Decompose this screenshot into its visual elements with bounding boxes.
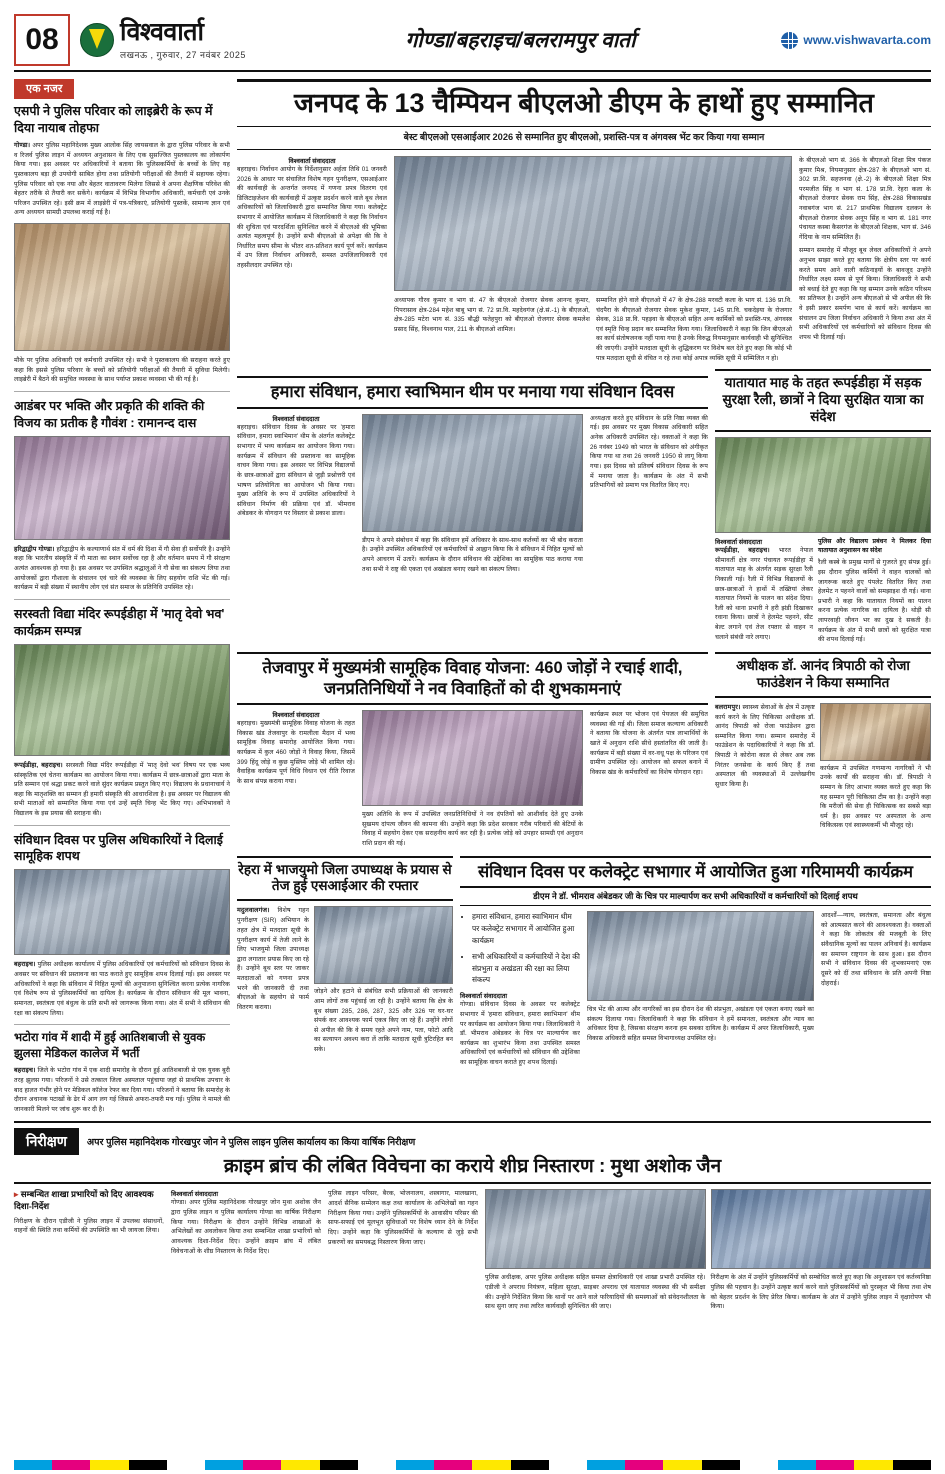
globe-icon bbox=[781, 32, 798, 49]
lead-col3a-text: के बीएलओ भाग सं. 366 के बीएलओ शिक्षा मित्र पंकज कुमार मिश्र, नियमानुसार क्षेत्र-287 के बीएलओ भाग सं. 302 प्रा.वि. सहजनवा (क्षे.-2) के बीएलओ शिक्षा मित्र परमजीत सिंह व भाग सं. 178 प्रा.वि. रेहरा कला के बीएलओ रोजगार सेवक राम सिंह, क्षेत्र-288 विकासखंड नवाबगंज भाग सं. 217 प्राथमिक विद्यालय दलकन के बीएलओ रोजगार सेवक अनूप सिंह व भाग सं. 181 नगर पंचायत कस्बा कैसरगंज के बीएलओ शिक्षक, भाग सं. 346 गेंदिया के नाम सम्मिलित हैं। bbox=[799, 156, 931, 241]
rail-story1-headline: एसपी ने पुलिस परिवार को लाइब्रेरी के रूप में दिया नायाब तोहफा bbox=[14, 104, 213, 135]
traffic-story bbox=[715, 369, 931, 645]
constitution-col-photo bbox=[362, 414, 583, 574]
inspection-photo-2 bbox=[711, 1189, 932, 1269]
lead-col-photo bbox=[394, 156, 792, 363]
inspection-photos bbox=[485, 1189, 931, 1311]
constitution-byline: विश्ववार्ता संवाददाता bbox=[272, 415, 320, 423]
constitution-col3-text: अध्यक्षता करते हुए संविधान के प्रति निष्ठा व्यक्त की गई। इस अवसर पर मुख्य विकास अधिकारी सहित अनेक अधिकारी उपस्थित रहे। वक्ताओं ने कहा कि 26 नवंबर 1949 को भारत के संविधान को अंगीकृत किया गया था तथा 26 जनवरी 1950 से लागू किया गया। इस दिवस को प्रतिवर्ष संविधान दिवस के रूप में मनाया जाता है। कार्यक्रम के अंत में सभी प्रतिभागियों को प्रमाण पत्र वितरित किए गए। bbox=[590, 414, 708, 490]
lead-col1-text: बहराइच। निर्वाचन आयोग के निर्देशानुसार अर्हता तिथि 01 जनवरी 2026 के आधार पर संचालित विशेष गहन पुनरीक्षण, एसआईआर की कार्यवाही के अन्तर्गत जनपद में गणना प्रपत्र वितरण एवं डिजिटाइजेशन की कार्यवाही में उत्कृष्ट प्रदर्शन करने वाले बूथ लेवल अधिकारियों को जिलाधिकारी द्वारा सम्मानित किया गया। कलेक्ट्रेट सभागार में आयोजित कार्यक्रम में जिलाधिकारी ने कहा कि निर्वाचन की शुचिता एवं पारदर्शिता सुनिश्चित करने में बीएलओ की भूमिका अत्यंत महत्वपूर्ण है। उन्होंने सभी बीएलओ से अपेक्षा की कि वे निर्धारित समय सीमा के भीतर शत-प्रतिशत कार्य पूर्ण करें। कार्यक्रम में उप जिला निर्वाचन अधिकारी, समस्त उपजिलाधिकारी एवं तहसीलदार उपस्थित रहे। bbox=[237, 165, 387, 270]
rail-story5-headline: भटोरा गांव में शादी में हुई आतिशबाजी से युवक झुलसा मेडिकल कालेज में भर्ती bbox=[14, 1032, 206, 1060]
marriage-story bbox=[237, 652, 708, 849]
traffic-headline: यातायात माह के तहत रूपईडीहा में सड़क सुरक्षा रैली, छात्रों ने दिया सुरक्षित यात्रा का संदेश bbox=[722, 375, 924, 424]
inspection-columns bbox=[14, 1189, 931, 1311]
traffic-band bbox=[715, 369, 931, 432]
collectorate-bullet-list bbox=[460, 911, 580, 986]
constitution-band bbox=[237, 376, 708, 409]
rail-story1-text bbox=[14, 141, 230, 218]
collectorate-col3-text: आदर्शों—न्याय, स्वतंत्रता, समानता और बंधुत्व को आत्मसात करने की आवश्यकता है। वक्ताओं ने कहा कि लोकतंत्र की मजबूती के लिए संवैधानिक मूल्यों का पालन अनिवार्य है। कार्यक्रम का समापन राष्ट्रगान के साथ हुआ। इस दौरान सभी ने संविधान दिवस की शुभकामनाएं एक दूसरे को दीं तथा संविधान के प्रति अपनी निष्ठा दोहराई। bbox=[821, 912, 931, 987]
lead-headline: जनपद के 13 चैम्पियन बीएलओ डीएम के हाथों हुए सम्मानित bbox=[294, 88, 874, 118]
mid-section bbox=[237, 369, 931, 645]
traffic-body-2: रैली कस्बे के प्रमुख मार्गों से गुजरते हुए संपन्न हुई। इस दौरान पुलिस कर्मियों ने वाहन चालकों को जागरूक करते हुए पंपलेट वितरित किए तथा हेलमेट न पहनने वालों को समझाइश दी गई। थाना प्रभारी ने कहा कि यातायात नियमों का पालन करना प्रत्येक नागरिक का दायित्व है। थोड़ी सी लापरवाही जीवन भर का दुख दे सकती है। कार्यक्रम के अंत में सभी छात्रों को सुरक्षित यात्रा की शपथ दिलाई गई। bbox=[818, 559, 931, 644]
rail-story5-text bbox=[14, 1066, 230, 1114]
website-link[interactable] bbox=[721, 14, 931, 66]
arrow-icon: ▸ bbox=[14, 1189, 19, 1200]
traffic-caption: पुलिस और विद्यालय प्रबंधन ने मिलकर दिया यातायात अनुशासन का संदेश bbox=[818, 537, 931, 555]
constitution-col-3 bbox=[590, 414, 708, 574]
constitution-col1-text: बहराइच। संविधान दिवस के अवसर पर 'हमारा संविधान, हमारा स्वाभिमान' थीम के अंतर्गत कलेक्ट्रेट सभागार में भव्य कार्यक्रम का आयोजन किया गया। कार्यक्रम में संविधान की प्रस्तावना का सामूहिक वाचन किया गया। इस अवसर पर विभिन्न विद्यालयों के छात्र-छात्राओं द्वारा संविधान से जुड़ी प्रश्नोत्तरी एवं भाषण प्रतियोगिता का आयोजन भी किया गया। मुख्य अतिथि के रूप में उपस्थित अधिकारियों ने संविधान निर्माण की प्रक्रिया एवं डॉ. भीमराव अंबेडकर के योगदान पर विस्तार से प्रकाश डाला। bbox=[237, 423, 355, 518]
rotary-body: स्वास्थ्य सेवाओं के क्षेत्र में उत्कृष्ट कार्य करने के लिए चिकित्सा अधीक्षक डॉ. आनंद त्रिपाठी को रोजा फाउंडेशन द्वारा सम्मानित किया गया। सम्मान समारोह में फाउंडेशन के पदाधिकारियों ने कहा कि डॉ. त्रिपाठी ने कोरोना काल से लेकर अब तक निरंतर जनसेवा के कार्य किए हैं तथा अस्पताल की व्यवस्थाओं में उल्लेखनीय सुधार किया है। bbox=[715, 703, 815, 788]
marriage-photo bbox=[362, 710, 583, 806]
lead-col2a-text: अध्यापक गौरव कुमार व भाग सं. 47 के बीएलओ रोजगार सेवक आनन्द कुमार, पिपरासाव क्षेत्र-284 महेश बाबू भाग सं. 72 प्रा.वि. महदेवगंज (क्षे.सं.-1) के बीएलओ, क्षेत्र-285 मटेरा भाग सं. 335 बौद्धी फतेहपुरा को बीएलओ रोजगार सेवक कमलेश प्रसाद सिंह, विश्वनाथ पाल, 211 के बीएलओ शामिल। bbox=[394, 296, 590, 333]
collectorate-photo bbox=[587, 911, 814, 1001]
rail-story4-body: पुलिस अधीक्षक कार्यालय में पुलिस अधिकारियों एवं कर्मचारियों को संविधान दिवस के अवसर पर संविधान की प्रस्तावना का पाठ कराते हुए सामूहिक शपथ दिलाई गई। इस अवसर पर अधिकारियों ने कहा कि संविधान में निहित मूल्यों की अनुपालना सुनिश्चित करना प्रत्येक नागरिक एवं विशेष रूप से पुलिसकर्मियों का दायित्व है। कार्यक्रम के दौरान संविधान की मूल भावना, समानता, स्वतंत्रता एवं बंधुत्व के प्रति सभी को जागरूक किया गया। अंत में सभी ने संविधान की रक्षा का संकल्प लिया। bbox=[14, 961, 230, 1017]
rail-photo-gau-seva bbox=[14, 436, 230, 540]
constitution-story bbox=[237, 369, 708, 645]
collectorate-bullets-col bbox=[460, 911, 580, 1067]
rehra-band bbox=[237, 856, 453, 902]
marriage-byline: विश्ववार्ता संवाददाता bbox=[272, 712, 320, 720]
divider-2 bbox=[14, 599, 230, 600]
collectorate-col1-text: गोण्डा। संविधान दिवस के अवसर पर कलेक्ट्रेट सभागार में 'हमारा संविधान, हमारा स्वाभिमान' थीम पर कार्यक्रम का आयोजन किया गया। जिलाधिकारी ने डॉ. भीमराव अंबेडकर के चित्र पर माल्यार्पण कर कार्यक्रम का शुभारंभ किया तथा उपस्थित समस्त अधिकारियों एवं कर्मचारियों को संविधान की उद्देशिका का सामूहिक वाचन कराते हुए शपथ दिलाई। bbox=[460, 1001, 580, 1066]
rail-story5-dateline: बहराइच। bbox=[14, 1067, 36, 1075]
rotary-body-2: कार्यक्रम में उपस्थित गणमान्य नागरिकों ने भी उनके कार्यों की सराहना की। डॉ. त्रिपाठी ने सम्मान के लिए आभार व्यक्त करते हुए कहा कि यह सम्मान पूरी चिकित्सा टीम का है। उन्होंने कहा कि मरीजों की सेवा ही चिकित्सक का सबसे बड़ा धर्म है। इस अवसर पर अस्पताल के अन्य चिकित्सक एवं स्वास्थ्यकर्मी भी मौजूद रहे। bbox=[820, 764, 931, 830]
brand-name: विश्ववार्ता bbox=[120, 17, 204, 46]
collectorate-col-photo bbox=[587, 911, 814, 1067]
traffic-dateline: रूपईडीहा, बहराइच। bbox=[715, 546, 770, 554]
inspection-note-text: सम्बन्धित शाखा प्रभारियों को दिए आवश्यक दिशा-निर्देश bbox=[14, 1189, 154, 1212]
rail-story2-dateline: हरिद्वाद्वीप गोण्डा। bbox=[14, 545, 55, 553]
rail-tag: एक नजर bbox=[14, 79, 74, 99]
rail-story4-headline: संविधान दिवस पर पुलिस अधिकारियों ने दिलाई सामूहिक शपथ bbox=[14, 832, 223, 864]
rehra-dateline: मदुलवालगंज। bbox=[237, 907, 270, 915]
rehra-text bbox=[237, 906, 309, 1012]
inspection-note-col bbox=[14, 1189, 164, 1311]
inspection-note bbox=[14, 1189, 164, 1212]
marriage-headline: तेजवापुर में मुख्यमंत्री सामूहिक विवाह योजना: 460 जोड़ों ने रचाई शादी, जनप्रतिनिधियों ने नव विवाहितों को दी शुभकामनाएं bbox=[262, 658, 683, 698]
inspection-col1-text: गोण्डा। अपर पुलिस महानिदेशक गोरखपुर जोन मुथा अशोक जैन द्वारा पुलिस लाइन व पुलिस कार्यालय गोण्डा का वार्षिक निरीक्षण किया गया। निरीक्षण के दौरान उन्होंने विभिन्न शाखाओं के अभिलेखों का अवलोकन किया तथा सम्बन्धित शाखा प्रभारियों को आवश्यक दिशा-निर्देश दिए। उन्होंने क्राइम ब्रांच में लंबित विवेचनाओं के शीघ्र निस्तारण के निर्देश दिए। bbox=[171, 1199, 321, 1255]
lead-columns bbox=[237, 156, 931, 363]
rehra-body-2: जोड़ने और हटाने से संबंधित सभी प्रक्रियाओं की जानकारी आम लोगों तक पहुंचाई जा रही है। उन्होंने बताया कि क्षेत्र के बूथ संख्या 285, 286, 287, 325 और 326 पर घर-घर संपर्क कर आवश्यक फार्म एकत्र किए जा रहे हैं। उन्होंने लोगों से अपील की कि वे समय रहते अपने नाम, पता, फोटो आदि का सत्यापन अवश्य करा लें ताकि मतदाता सूची त्रुटिरहित बन सके। bbox=[314, 988, 453, 1054]
constitution-col-1 bbox=[237, 414, 355, 574]
marriage-col3-text: कार्यक्रम स्थल पर भोजन एवं पेयजल की समुचित व्यवस्था की गई थी। जिला समाज कल्याण अधिकारी ने बताया कि योजना के अंतर्गत पात्र लाभार्थियों के खाते में अनुदान राशि सीधे हस्तांतरित की जाती है। कार्यक्रम में बड़ी संख्या में वर-वधू पक्ष के परिजन एवं ग्रामीण उपस्थित रहे। आयोजन को सफल बनाने में विकास खंड के कर्मचारियों का विशेष योगदान रहा। bbox=[590, 711, 708, 776]
lead-col3b-text: सम्मान समारोह में मौजूद बूथ लेवल अधिकारियों ने अपने अनुभव साझा करते हुए बताया कि क्षेत्रीय स्तर पर कार्य करते समय आने वाली कठिनाइयों के बावजूद उन्होंने निर्धारित लक्ष्य समय से पूर्ण किया। जिलाधिकारी ने सभी को बधाई देते हुए कहा कि यह सम्मान उनके कठिन परिश्रम का प्रतिफल है। उन्होंने अन्य बीएलओ से भी अपील की कि वे इसी प्रकार समर्पण भाव से कार्य करें। कार्यक्रम का संचालन उप जिला निर्वाचन अधिकारी ने किया तथा अंत में सभी अधिकारियों एवं कर्मचारियों को संविधान दिवस की शपथ भी दिलाई गई। bbox=[799, 247, 931, 341]
traffic-photo-rally bbox=[715, 437, 931, 533]
lead-col-3 bbox=[799, 156, 931, 363]
rehra-headline: रेहरा में भाजयुमो जिला उपाध्यक्ष के प्रयास से तेज हुई एसआईआर की रफ्तार bbox=[238, 861, 452, 894]
lower-section bbox=[237, 856, 931, 1068]
rail-photo-library bbox=[14, 223, 230, 351]
marriage-col-photo bbox=[362, 710, 583, 848]
rehra-photo bbox=[314, 906, 453, 984]
marriage-col-3 bbox=[590, 710, 708, 848]
divider-3 bbox=[14, 825, 230, 826]
rail-story3-dateline: रूपईडीहा, बहराइच। bbox=[14, 761, 63, 769]
left-rail bbox=[14, 79, 230, 1115]
lead-subhead: बेस्ट बीएलओ एसआईआर 2026 से सम्मानित हुए बीएलओ, प्रशस्ति-पत्र व अंगवस्त्र भेंट कर किया गया सम्मान bbox=[237, 127, 931, 150]
collectorate-headline: संविधान दिवस पर कलेक्ट्रेट सभागार में आयोजित हुआ गरिमामयी कार्यक्रम bbox=[477, 862, 914, 881]
rail-story4-dateline: बहराइच। bbox=[14, 961, 36, 969]
rotary-photo bbox=[820, 703, 931, 761]
marriage-col1-text: बहराइच। मुख्यमंत्री सामूहिक विवाह योजना के तहत विकास खंड तेजवापुर के रामलीला मैदान में भव्य सामूहिक विवाह समारोह आयोजित किया गया। कार्यक्रम में कुल 460 जोड़ों ने विवाह किया, जिसमें 399 हिंदू जोड़े व कुछ मुस्लिम जोड़े भी शामिल रहे। वैवाहिक कार्यक्रम पूर्ण विधि विधान एवं रीति रिवाज के साथ संपन्न कराया गया। bbox=[237, 720, 355, 785]
rail-story3-body: सरस्वती विद्या मंदिर रूपईडीहा में 'मातृ देवो भव' विषय पर एक भव्य सांस्कृतिक एवं चेतना कार्यक्रम का आयोजन किया गया। कार्यक्रम में छात्र-छात्राओं द्वारा माता के प्रति सम्मान एवं श्रद्धा प्रकट करने वाले सुंदर कार्यक्रम प्रस्तुत किए गए। विद्यालय के प्रधानाचार्य ने कहा कि मातृशक्ति का सम्मान ही हमारी संस्कृति की आधारशिला है। इस अवसर पर विद्यालय की सभी माताओं को सम्मानित किया गया एवं उन्हें स्मृति चिन्ह भेंट किए गए। अभिभावकों ने विद्यालय के इस प्रयास की सराहना की। bbox=[14, 761, 230, 817]
inspection-col-2 bbox=[328, 1189, 478, 1311]
inspection-tag: निरीक्षण bbox=[14, 1128, 79, 1155]
rotary-headline: अधीक्षक डॉ. आनंद त्रिपाठी को रोजा फाउंडेशन ने किया सम्मानित bbox=[736, 657, 910, 690]
divider bbox=[14, 391, 230, 392]
constitution-col2-text: डीएम ने अपने संबोधन में कहा कि संविधान हमें अधिकार के साथ-साथ कर्तव्यों का भी बोध कराता है। उन्होंने उपस्थित अधिकारियों एवं कर्मचारियों से आह्वान किया कि वे संविधान में निहित मूल्यों को अपने आचरण में उतारें। कार्यक्रम के दौरान संविधान की उद्देशिका का सामूहिक पाठ कराया गया तथा सभी ने राष्ट्र की एकता एवं अखंडता बनाए रखने का संकल्प लिया। bbox=[362, 536, 583, 573]
edition-title: गोण्डा/बहराइच/बलरामपुर वार्ता bbox=[405, 29, 636, 52]
page-number: 08 bbox=[14, 14, 70, 66]
inspection-col2-text: पुलिस लाइन परिसर, बैरक, भोजनालय, शस्त्रागार, मालखाना, आदर्श सैनिक सम्मेलन कक्ष तथा कार्यालय के अभिलेखों का गहन निरीक्षण किया गया। उन्होंने पुलिसकर्मियों के आवासीय परिसर की साफ-सफाई एवं मूलभूत सुविधाओं पर विशेष ध्यान देने के निर्देश दिए। उन्होंने कहा कि पुलिसकर्मियों के कल्याण से जुड़े सभी प्रकरणों का समयबद्ध निस्तारण किया जाए। bbox=[328, 1190, 478, 1246]
brand-block bbox=[70, 14, 320, 66]
main-area bbox=[237, 79, 931, 1115]
inspection-col0-text: निरीक्षण के दौरान एडीजी ने पुलिस लाइन में उपलब्ध संसाधनों, वाहनों की स्थिति तथा कर्मियों की उपस्थिति का भी जायजा लिया। bbox=[14, 1217, 164, 1235]
marriage-col2-text: मुख्य अतिथि के रूप में उपस्थित जनप्रतिनिधियों ने नव दंपतियों को आशीर्वाद देते हुए उनके सुखमय दांपत्य जीवन की कामना की। उन्होंने कहा कि प्रदेश सरकार गरीब परिवारों की बेटियों के विवाह में सहयोग देकर एक सराहनीय कार्य कर रही है। प्रत्येक जोड़े को उपहार सामग्री एवं अनुदान राशि प्रदान की गई। bbox=[362, 811, 583, 847]
rehra-body: विशेष गहन पुनरीक्षण (SIR) अभियान के तहत क्षेत्र में मतदाता सूची के पुनरीक्षण कार्य में तेजी लाने के लिए भाजयुमो जिला उपाध्यक्ष द्वारा लगातार प्रयास किए जा रहे हैं। उन्होंने बूथ स्तर पर जाकर मतदाताओं को गणना प्रपत्र भरने की जानकारी दी तथा बीएलओ के सहयोग से फार्म वितरण कराया। bbox=[237, 907, 309, 1011]
color-registration-bar bbox=[14, 1460, 931, 1470]
inspection-section bbox=[14, 1121, 931, 1155]
collectorate-story bbox=[460, 856, 931, 1068]
collectorate-col2-text: चित्र भेंट की आत्मा और नागरिकों का इस दौरान देश की संप्रभुता, अखंडता एवं एकता बनाए रखने का संकल्प दिलाया गया। जिलाधिकारी ने कहा कि संविधान ने हमें समानता, स्वतंत्रता और न्याय का अधिकार दिया है, जिसका संरक्षण करना हम सबका दायित्व है। कार्यक्रम में अपर जिलाधिकारी, मुख्य विकास अधिकारी सहित समस्त विभागाध्यक्ष उपस्थित रहे। bbox=[587, 1006, 814, 1043]
rail-photo-oath bbox=[14, 869, 230, 955]
inspection-headline: क्राइम ब्रांच की लंबित विवेचना का कराये शीघ्र निस्तारण : मुथा अशोक जैन bbox=[223, 1155, 722, 1177]
marriage-band bbox=[237, 652, 708, 705]
rail-story1-text-cont: मौके पर पुलिस अधिकारी एवं कर्मचारी उपस्थित रहे। सभी ने पुस्तकालय की सराहना करते हुए कहा कि इससे पुलिस परिवार के बच्चों को प्रतियोगी परीक्षाओं की तैयारी में सुविधा मिलेगी। लाइब्रेरी में बैठने की समुचित व्यवस्था के साथ पर्याप्त प्रकाश व्यवस्था भी की गई है। bbox=[14, 356, 230, 384]
rotary-band bbox=[715, 652, 931, 698]
vishwavarta-logo-icon bbox=[80, 23, 114, 57]
divider-4 bbox=[14, 1024, 230, 1025]
rail-story1-dateline: गोण्डा। bbox=[14, 141, 31, 149]
rehra-story bbox=[237, 856, 453, 1068]
inspection-col3-text: पुलिस अधीक्षक, अपर पुलिस अधीक्षक सहित समस्त क्षेत्राधिकारी एवं शाखा प्रभारी उपस्थित रहे। एडीजी ने अपराध नियंत्रण, महिला सुरक्षा, साइबर अपराध एवं यातायात व्यवस्था की भी समीक्षा की। उन्होंने निर्देशित किया कि थानों पर आने वाले फरियादियों की समस्याओं को संवेदनशीलता के साथ सुना जाए तथा त्वरित कार्यवाही सुनिश्चित की जाए। bbox=[485, 1274, 706, 1311]
website-url: www.vishwavarta.com bbox=[803, 33, 931, 47]
inspection-col4-text: निरीक्षण के अंत में उन्होंने पुलिसकर्मियों को सम्बोधित करते हुए कहा कि अनुशासन एवं कर्तव्यनिष्ठा पुलिस की पहचान है। उन्होंने उत्कृष्ट कार्य करने वाले पुलिसकर्मियों को पुरस्कृत भी किया तथा शेष को बेहतर प्रदर्शन के लिए प्रेरित किया। कार्यक्रम के अंत में उन्होंने पुलिस लाइन में वृक्षारोपण भी किया। bbox=[710, 1274, 931, 1311]
rotary-story bbox=[715, 652, 931, 849]
rail-story2-body: हरिद्वाद्वीप के कल्याणार्थ संत में धर्म की दिशा में गौ सेवा ही सर्वोपरि है। उन्होंने कहा कि भारतीय संस्कृति में गौ माता का स्थान सर्वोच्च रहा है और वर्तमान समय में गौ संरक्षण अत्यंत आवश्यक हो गया है। इस अवसर पर उपस्थित श्रद्धालुओं ने गौ सेवा का संकल्प लिया तथा आयोजकों द्वारा गौशाला के संचालन एवं चारे की व्यवस्था के लिए सहयोग राशि भेंट की गई। कार्यक्रम में बड़ी संख्या में स्थानीय लोग एवं संत समाज के प्रतिनिधि उपस्थित रहे। bbox=[14, 545, 230, 592]
rail-story3-text bbox=[14, 761, 230, 819]
marriage-section bbox=[237, 652, 931, 849]
masthead bbox=[14, 14, 931, 72]
inspection-photo-1 bbox=[485, 1189, 706, 1269]
lead-byline: विश्ववार्ता संवाददाता bbox=[288, 157, 336, 165]
rotary-text bbox=[715, 703, 815, 790]
traffic-body: भारत नेपाल सीमावर्ती क्षेत्र नगर पंचायत रूपईडीहा में यातायात माह के अंतर्गत सड़क सुरक्षा रैली निकाली गई। रैली में विभिन्न विद्यालयों के छात्र-छात्राओं ने हाथों में तख्तियां लेकर यातायात नियमों के पालन का संदेश दिया। रैली को थाना प्रभारी ने हरी झंडी दिखाकर रवाना किया। छात्रों ने हेलमेट पहनने, सीट बेल्ट लगाने एवं तेज रफ्तार से वाहन न चलाने संबंधी नारे लगाए। bbox=[715, 546, 813, 641]
list-item: • सभी अधिकारियों व कर्मचारियों ने देश की संप्रभुता व अखंडता की रक्षा का लिया संकल्प bbox=[472, 951, 580, 987]
collectorate-byline: विश्ववार्ता संवाददाता bbox=[460, 993, 508, 1001]
inspection-byline: विश्ववार्ता संवाददाता bbox=[171, 1191, 219, 1199]
lead-col-1 bbox=[237, 156, 387, 363]
collectorate-subhead: डीएम ने डॉ. भीमराव अंबेडकर जी के चित्र पर माल्यार्पण कर सभी अधिकारियों व कर्मचारियों को दिलाई शपथ bbox=[460, 888, 931, 906]
lead-col2b-text: सम्मानित होने वाले बीएलओ में 47 के क्षेत्र-288 मरवटी कला के भाग सं. 136 प्रा.वि. चंदपैरा के बीएलओ रोजगार सेवक मुकेश कुमार, 145 प्रा.वि. चकदेइया के रोजगार सेवक, 318 प्रा.वि. पहड़वा के बीएलओ सहित अन्य कार्मिकों को प्रशस्ति-पत्र, अंगवस्त्र एवं स्मृति चिन्ह प्रदान कर सम्मानित किया गया। जिलाधिकारी ने कहा कि जिन बीएलओ का कार्य संतोषजनक नहीं पाया गया है उनके विरुद्ध नियमानुसार कार्यवाही भी सुनिश्चित की जाएगी। उन्होंने मतदाता सूची के शुद्धिकरण पर विशेष बल देते हुए कहा कि कोई भी पात्र मतदाता सूची से वंचित न रहे तथा कोई अपात्र व्यक्ति सूची में सम्मिलित न हो। bbox=[596, 296, 792, 362]
collectorate-band bbox=[460, 856, 931, 889]
marriage-col-1 bbox=[237, 710, 355, 848]
constitution-headline: हमारा संविधान, हमारा स्वाभिमान थीम पर मनाया गया संविधान दिवस bbox=[270, 383, 675, 402]
rail-story2-text bbox=[14, 545, 230, 593]
brand-subline: लखनऊ , गुरुवार, 27 नवंबर 2025 bbox=[120, 49, 246, 60]
traffic-byline: विश्ववार्ता संवाददाता bbox=[715, 538, 763, 546]
rail-story5-body: जिले के भटोरा गांव में एक शादी समारोह के दौरान हुई आतिशबाजी से एक युवक बुरी तरह झुलस गया। परिजनों ने उसे तत्काल जिला अस्पताल पहुंचाया जहां से प्राथमिक उपचार के बाद हालत गंभीर होने पर मेडिकल कॉलेज रेफर कर दिया गया। परिजनों ने बताया कि समारोह के दौरान अचानक पटाखों के ढेर में आग लग गई जिससे अफरा-तफरी मच गई। पुलिस ने मामले की जानकारी मिलने पर जांच शुरू कर दी है। bbox=[14, 1067, 230, 1114]
rotary-dateline: बलरामपुर। bbox=[715, 703, 741, 711]
inspection-subhead: अपर पुलिस महानिदेशक गोरखपुर जोन ने पुलिस लाइन पुलिस कार्यालय का किया वार्षिक निरीक्षण bbox=[86, 1136, 416, 1148]
lead-story bbox=[237, 79, 931, 127]
list-item: • हमारा संविधान, हमारा स्वाभिमान थीम पर कलेक्ट्रेट सभागार में आयोजित हुआ कार्यक्रम bbox=[472, 911, 580, 947]
traffic-text bbox=[715, 546, 813, 642]
rail-story2-headline: आडंबर पर भक्ति और प्रकृति की शक्ति की विजय का प्रतीक है गौवंश : रामानन्द दास bbox=[14, 398, 205, 430]
rail-story1-body: अपर पुलिस महानिदेशक मुख्य आलोक सिंह जायसवाल के द्वारा पुलिस परिवार के सभी व रिजर्व पुलिस लाइन में अध्ययन अनुशासन के लिए एक सुसज्जित पुस्तकालय का लोकार्पण किया गया। इस अवसर पर अधिकारियों ने बताया कि पुलिसकर्मियों के बच्चों के लिए यह पुस्तकालय बड़ा ही उपयोगी साबित होगा तथा प्रतियोगी परीक्षाओं की तैयारी में सहायक रहेगा। पुलिस परिवार को एक नया और बेहतर वातावरण मिलेगा जिससे वे अपना शैक्षणिक परिवेश की बेहतर तरीके से तैयारी कर सकेंगे। कार्यक्रम में विभिन्न विभागीय अधिकारी, कर्मचारी एवं उनके परिजन उपस्थित रहे। इसी क्रम में लाइब्रेरी में पत्र-पत्रिकाएं, प्रतियोगी पुस्तकें, सामान्य ज्ञान एवं अन्य अध्ययन सामग्री उपलब्ध कराई गई है। bbox=[14, 141, 230, 217]
constitution-photo bbox=[362, 414, 583, 532]
collectorate-col-3 bbox=[821, 911, 931, 1067]
inspection-headline-wrap bbox=[14, 1155, 931, 1185]
inspection-col-1 bbox=[171, 1189, 321, 1311]
rail-story4-text bbox=[14, 960, 230, 1018]
lead-photo-felicitation bbox=[394, 156, 792, 291]
rail-story3-headline: सरस्वती विद्या मंदिर रूपईडीहा में 'मातृ देवो भव' कार्यक्रम सम्पन्न bbox=[14, 606, 225, 638]
rail-photo-school bbox=[14, 644, 230, 756]
